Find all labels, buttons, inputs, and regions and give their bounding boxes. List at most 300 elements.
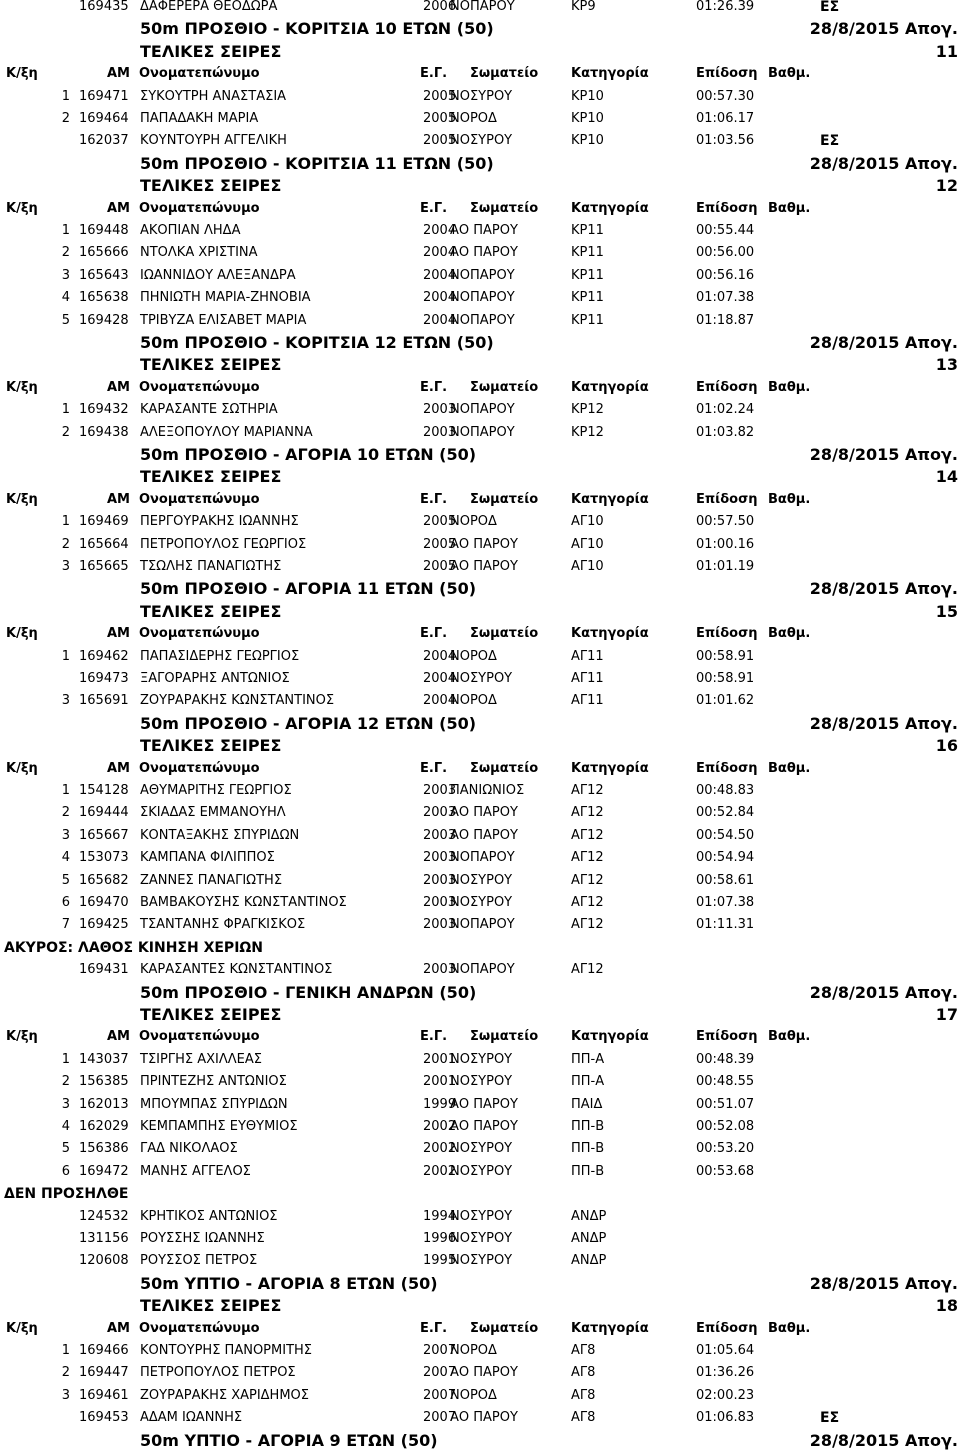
am-cell: 169428 xyxy=(79,312,129,328)
event-number: 16 xyxy=(935,736,958,756)
name-cell: ΚΡΗΤΙΚΟΣ ΑΝΤΩΝΙΟΣ xyxy=(140,1208,278,1224)
rank-cell: 6 xyxy=(61,895,70,910)
name-cell: ΚΟΝΤΑΞΑΚΗΣ ΣΠΥΡΙΔΩΝ xyxy=(140,827,300,843)
result-row xyxy=(0,870,960,892)
name-cell: ΚΟΥΝΤΟΥΡΗ ΑΓΓΕΛΙΚΗ xyxy=(140,133,287,149)
time-cell: 00:54.94 xyxy=(696,850,755,866)
year-cell: 2004 xyxy=(423,245,457,261)
category-cell: ΚΡ10 xyxy=(571,111,604,126)
club-cell: ΠΑΝΙΩΝΙΟΣ xyxy=(450,783,525,798)
header-rank: Κ/ξη xyxy=(6,379,38,395)
event-title-line xyxy=(0,601,960,623)
am-cell: 169448 xyxy=(79,223,129,238)
header-category: Κατηγορία xyxy=(571,1029,649,1045)
header-club: Σωματείο xyxy=(470,626,539,642)
header-category: Κατηγορία xyxy=(571,66,649,82)
header-rank: Κ/ξη xyxy=(6,626,38,642)
am-cell: 143037 xyxy=(79,1051,129,1067)
event-number: 18 xyxy=(935,1296,958,1316)
column-header-row xyxy=(0,758,960,780)
year-cell: 2003 xyxy=(423,402,457,418)
am-cell: 165667 xyxy=(79,827,129,843)
result-row xyxy=(0,914,960,936)
year-cell: 2004 xyxy=(423,671,457,686)
time-cell: 00:54.50 xyxy=(696,827,755,843)
name-cell: ΠΕΡΓΟΥΡΑΚΗΣ ΙΩΑΝΝΗΣ xyxy=(140,514,299,530)
name-cell: ΞΑΓΟΡΑΡΗΣ ΑΝΤΩΝΙΟΣ xyxy=(140,671,290,686)
year-cell: 2003 xyxy=(423,827,457,843)
rank-cell: 5 xyxy=(61,312,70,328)
series-label: ΤΕΛΙΚΕΣ ΣΕΙΡΕΣ xyxy=(140,1005,282,1024)
event-title-line xyxy=(0,332,960,354)
rank-cell: 1 xyxy=(61,402,70,418)
rank-cell: 3 xyxy=(61,1387,70,1403)
event-date: 28/8/2015 Απογ. xyxy=(809,713,958,733)
am-cell: 162013 xyxy=(79,1096,129,1112)
club-cell: ΝΟΡΟΔ xyxy=(450,1387,497,1403)
time-cell: 00:56.00 xyxy=(696,245,755,261)
category-cell: ΠΑΙΔ xyxy=(571,1096,603,1112)
header-club: Σωματείο xyxy=(470,491,539,507)
name-cell: ΝΤΟΛΚΑ ΧΡΙΣΤΙΝΑ xyxy=(140,245,258,261)
category-cell: ΚΡ12 xyxy=(571,424,604,440)
header-category: Κατηγορία xyxy=(571,200,649,216)
category-cell: ΑΓ11 xyxy=(571,648,604,664)
event-title: 50m ΠΡΟΣΘΙΟ - ΑΓΟΡΙΑ 11 ΕΤΩΝ (50) xyxy=(140,579,477,599)
club-cell: ΑΟ ΠΑΡΟΥ xyxy=(450,827,518,843)
am-cell: 169461 xyxy=(79,1387,129,1403)
rank-cell: 2 xyxy=(61,111,70,126)
year-cell: 2003 xyxy=(423,917,457,933)
header-time: Επίδοση xyxy=(696,66,758,82)
time-cell: 00:57.50 xyxy=(696,514,755,530)
result-row xyxy=(0,511,960,533)
header-points: Βαθμ. xyxy=(768,626,811,642)
name-cell: ΚΑΡΑΣΑΝΤΕΣ ΚΩΝΣΤΑΝΤΙΝΟΣ xyxy=(140,962,333,978)
mark-cell: ΕΣ xyxy=(820,133,840,150)
event-number: 14 xyxy=(935,467,958,487)
status-note: ΑΚΥΡΟΣ: ΛΑΘΟΣ ΚΙΝΗΣΗ ΧΕΡΙΩΝ xyxy=(4,939,264,956)
result-row xyxy=(0,1250,960,1272)
name-cell: ΖΟΥΡΑΡΑΚΗΣ ΧΑΡΙΔΗΜΟΣ xyxy=(140,1387,309,1403)
result-row xyxy=(0,780,960,802)
rank-cell: 1 xyxy=(61,1343,70,1358)
event-title-line xyxy=(0,1004,960,1026)
series-label: ΤΕΛΙΚΕΣ ΣΕΙΡΕΣ xyxy=(140,736,282,756)
name-cell: ΖΑΝΝΕΣ ΠΑΝΑΓΙΩΤΗΣ xyxy=(140,872,283,888)
time-cell: 01:18.87 xyxy=(696,312,755,328)
am-cell: 169438 xyxy=(79,424,129,440)
name-cell: ΠΗΝΙΩΤΗ ΜΑΡΙΑ-ΖΗΝΟΒΙΑ xyxy=(140,290,311,306)
header-category: Κατηγορία xyxy=(571,626,649,642)
rank-cell: 2 xyxy=(61,1365,70,1381)
year-cell: 2003 xyxy=(423,850,457,866)
result-row xyxy=(0,108,960,130)
rank-cell: 7 xyxy=(61,917,70,933)
time-cell: 00:58.61 xyxy=(696,872,755,888)
time-cell: 00:53.20 xyxy=(696,1141,755,1157)
header-category: Κατηγορία xyxy=(571,491,649,507)
header-eg: Ε.Γ. xyxy=(420,379,448,395)
am-cell: 165638 xyxy=(79,290,129,306)
header-time: Επίδοση xyxy=(696,760,758,776)
result-row xyxy=(0,1161,960,1183)
rank-cell: 2 xyxy=(61,536,70,552)
year-cell: 2003 xyxy=(423,805,457,821)
time-cell: 00:53.68 xyxy=(696,1163,755,1179)
header-am: ΑΜ xyxy=(107,1320,130,1336)
am-cell: 124532 xyxy=(79,1208,129,1224)
result-row xyxy=(0,847,960,869)
header-time: Επίδοση xyxy=(696,379,758,395)
time-cell: 00:52.84 xyxy=(696,805,755,821)
club-cell: ΝΟΠΑΡΟΥ xyxy=(450,917,515,933)
event-number: 13 xyxy=(935,355,958,375)
header-rank: Κ/ξη xyxy=(6,491,38,507)
result-row xyxy=(0,690,960,712)
header-name: Ονοματεπώνυμο xyxy=(139,1029,260,1045)
rank-cell: 1 xyxy=(61,514,70,530)
event-title-line xyxy=(0,713,960,735)
time-cell: 01:01.19 xyxy=(696,559,755,574)
am-cell: 169432 xyxy=(79,402,129,418)
result-row xyxy=(0,892,960,914)
club-cell: ΝΟΣΥΡΟΥ xyxy=(450,895,513,910)
result-row xyxy=(0,1340,960,1362)
am-cell: 120608 xyxy=(79,1253,129,1269)
header-time: Επίδοση xyxy=(696,626,758,642)
club-cell: ΝΟΣΥΡΟΥ xyxy=(450,671,513,686)
year-cell: 2002 xyxy=(423,1141,457,1157)
time-cell: 01:02.24 xyxy=(696,402,755,418)
event-title-line xyxy=(0,578,960,600)
category-cell: ΚΡ10 xyxy=(571,88,604,104)
year-cell: 2002 xyxy=(423,1163,457,1179)
am-cell: 169447 xyxy=(79,1365,129,1381)
column-header-row xyxy=(0,1026,960,1048)
result-row xyxy=(0,1228,960,1250)
event-title-line xyxy=(0,1273,960,1295)
result-row xyxy=(0,534,960,556)
year-cell: 2005 xyxy=(423,514,457,530)
time-cell: 01:03.56 xyxy=(696,133,755,149)
time-cell: 01:11.31 xyxy=(696,917,755,933)
club-cell: ΝΟΣΥΡΟΥ xyxy=(450,1051,513,1067)
club-cell: ΑΟ ΠΑΡΟΥ xyxy=(450,559,518,574)
year-cell: 2005 xyxy=(423,88,457,104)
am-cell: 169453 xyxy=(79,1410,129,1426)
category-cell: ΚΡ11 xyxy=(571,312,604,328)
year-cell: 2003 xyxy=(423,895,457,910)
category-cell: ΑΝΔΡ xyxy=(571,1231,607,1246)
year-cell: 2001 xyxy=(423,1074,457,1090)
am-cell: 169444 xyxy=(79,805,129,821)
time-cell: 00:56.16 xyxy=(696,267,755,283)
result-row xyxy=(0,802,960,824)
am-cell: 169469 xyxy=(79,514,129,530)
header-club: Σωματείο xyxy=(470,1320,539,1336)
header-rank: Κ/ξη xyxy=(6,200,38,216)
header-name: Ονοματεπώνυμο xyxy=(139,66,260,82)
category-cell: ΑΓ12 xyxy=(571,872,604,888)
header-eg: Ε.Γ. xyxy=(420,626,448,642)
header-category: Κατηγορία xyxy=(571,1320,649,1336)
year-cell: 1996 xyxy=(423,1231,457,1246)
name-cell: ΡΟΥΣΣΗΣ ΙΩΑΝΝΗΣ xyxy=(140,1231,265,1246)
rank-cell: 4 xyxy=(61,1119,70,1134)
category-cell: ΚΡ11 xyxy=(571,290,604,306)
category-cell: ΑΓ12 xyxy=(571,783,604,798)
club-cell: ΑΟ ΠΑΡΟΥ xyxy=(450,223,518,238)
event-date: 28/8/2015 Απογ. xyxy=(809,153,958,173)
am-cell: 165643 xyxy=(79,267,129,283)
header-rank: Κ/ξη xyxy=(6,66,38,82)
header-points: Βαθμ. xyxy=(768,200,811,216)
rank-cell: 4 xyxy=(61,290,70,306)
club-cell: ΝΟΣΥΡΟΥ xyxy=(450,1208,513,1224)
result-row xyxy=(0,242,960,264)
am-cell: 169431 xyxy=(79,962,129,978)
time-cell: 00:58.91 xyxy=(696,648,755,664)
header-club: Σωματείο xyxy=(470,1029,539,1045)
club-cell: ΝΟΣΥΡΟΥ xyxy=(450,1141,513,1157)
mark-cell: ΕΣ xyxy=(820,1410,840,1427)
event-title: 50m ΠΡΟΣΘΙΟ - ΓΕΝΙΚΗ ΑΝΔΡΩΝ (50) xyxy=(140,982,477,1002)
header-name: Ονοματεπώνυμο xyxy=(139,491,260,507)
event-number: 15 xyxy=(935,601,958,621)
rank-cell: 1 xyxy=(61,1051,70,1067)
category-cell: ΑΓ12 xyxy=(571,827,604,843)
category-cell: ΑΓ10 xyxy=(571,559,604,574)
name-cell: ΤΣΙΡΓΗΣ ΑΧΙΛΛΕΑΣ xyxy=(140,1051,262,1067)
event-number: 12 xyxy=(935,176,958,196)
time-cell: 00:48.39 xyxy=(696,1051,755,1067)
club-cell: ΑΟ ΠΑΡΟΥ xyxy=(450,1096,518,1112)
result-row xyxy=(0,1362,960,1384)
year-cell: 2004 xyxy=(423,290,457,306)
category-cell: ΑΝΔΡ xyxy=(571,1253,607,1269)
event-title: 50m ΠΡΟΣΘΙΟ - ΚΟΡΙΤΣΙΑ 11 ΕΤΩΝ (50) xyxy=(140,153,494,173)
event-title-line xyxy=(0,175,960,197)
category-cell: ΑΓ12 xyxy=(571,805,604,821)
series-label: ΤΕΛΙΚΕΣ ΣΕΙΡΕΣ xyxy=(140,41,282,61)
result-row xyxy=(0,646,960,668)
event-title-line xyxy=(0,466,960,488)
name-cell: ΑΔΑΜ ΙΩΑΝΝΗΣ xyxy=(140,1410,243,1426)
club-cell: ΝΟΡΟΔ xyxy=(450,1343,497,1358)
year-cell: 2007 xyxy=(423,1410,457,1426)
name-cell: ΠΡΙΝΤΕΖΗΣ ΑΝΤΩΝΙΟΣ xyxy=(140,1074,287,1090)
result-row xyxy=(0,959,960,981)
header-points: Βαθμ. xyxy=(768,1320,811,1336)
club-cell: ΝΟΠΑΡΟΥ xyxy=(450,267,515,283)
header-time: Επίδοση xyxy=(696,200,758,216)
header-name: Ονοματεπώνυμο xyxy=(139,200,260,216)
header-category: Κατηγορία xyxy=(571,379,649,395)
header-eg: Ε.Γ. xyxy=(420,760,448,776)
club-cell: ΝΟΣΥΡΟΥ xyxy=(450,133,513,149)
result-row xyxy=(0,287,960,309)
event-title-line xyxy=(0,41,960,63)
time-cell: 01:06.17 xyxy=(696,111,755,126)
club-cell: ΑΟ ΠΑΡΟΥ xyxy=(450,1119,518,1134)
year-cell: 2006 xyxy=(423,0,457,14)
time-cell: 00:51.07 xyxy=(696,1096,755,1112)
name-cell: ΠΑΠΑΣΙΔΕΡΗΣ ΓΕΩΡΓΙΟΣ xyxy=(140,648,300,664)
time-cell: 00:55.44 xyxy=(696,223,755,238)
result-row xyxy=(0,1071,960,1093)
rank-cell: 2 xyxy=(61,245,70,261)
name-cell: ΑΘΥΜΑΡΙΤΗΣ ΓΕΩΡΓΙΟΣ xyxy=(140,783,292,798)
name-cell: ΓΑΔ ΝΙΚΟΛΑΟΣ xyxy=(140,1141,238,1157)
header-am: ΑΜ xyxy=(107,1029,130,1045)
header-club: Σωματείο xyxy=(470,379,539,395)
am-cell: 165665 xyxy=(79,559,129,574)
header-am: ΑΜ xyxy=(107,626,130,642)
rank-cell: 3 xyxy=(61,267,70,283)
column-header-row xyxy=(0,1318,960,1340)
club-cell: ΝΟΠΑΡΟΥ xyxy=(450,424,515,440)
club-cell: ΝΟΣΥΡΟΥ xyxy=(450,88,513,104)
club-cell: ΝΟΣΥΡΟΥ xyxy=(450,1163,513,1179)
category-cell: ΠΠ-Α xyxy=(571,1051,605,1067)
time-cell: 00:48.83 xyxy=(696,783,755,798)
result-row xyxy=(0,556,960,578)
category-cell: ΑΓ11 xyxy=(571,693,604,709)
club-cell: ΝΟΣΥΡΟΥ xyxy=(450,1231,513,1246)
year-cell: 2004 xyxy=(423,648,457,664)
result-row xyxy=(0,265,960,287)
name-cell: ΠΑΠΑΔΑΚΗ ΜΑΡΙΑ xyxy=(140,111,259,126)
club-cell: ΑΟ ΠΑΡΟΥ xyxy=(450,805,518,821)
result-row xyxy=(0,130,960,152)
result-row xyxy=(0,1094,960,1116)
name-cell: ΑΛΕΞΟΠΟΥΛΟΥ ΜΑΡΙΑΝΝΑ xyxy=(140,424,313,440)
am-cell: 169472 xyxy=(79,1163,129,1179)
year-cell: 2004 xyxy=(423,312,457,328)
series-label: ΤΕΛΙΚΕΣ ΣΕΙΡΕΣ xyxy=(140,355,282,375)
header-name: Ονοματεπώνυμο xyxy=(139,1320,260,1336)
header-am: ΑΜ xyxy=(107,760,130,776)
year-cell: 2007 xyxy=(423,1365,457,1381)
year-cell: 1995 xyxy=(423,1253,457,1269)
year-cell: 2007 xyxy=(423,1343,457,1358)
name-cell: ΚΟΝΤΟΥΡΗΣ ΠΑΝΟΡΜΙΤΗΣ xyxy=(140,1343,313,1358)
category-cell: ΚΡ9 xyxy=(571,0,596,14)
header-points: Βαθμ. xyxy=(768,66,811,82)
column-header-row xyxy=(0,377,960,399)
rank-cell: 2 xyxy=(61,424,70,440)
event-title-line xyxy=(0,153,960,175)
event-title-line xyxy=(0,735,960,757)
category-cell: ΠΠ-Β xyxy=(571,1119,605,1134)
year-cell: 2007 xyxy=(423,1387,457,1403)
time-cell: 00:57.30 xyxy=(696,88,755,104)
category-cell: ΑΓ8 xyxy=(571,1365,596,1381)
category-cell: ΠΠ-Α xyxy=(571,1074,605,1090)
category-cell: ΑΓ12 xyxy=(571,917,604,933)
header-points: Βαθμ. xyxy=(768,491,811,507)
am-cell: 154128 xyxy=(79,783,129,798)
rank-cell: 3 xyxy=(61,559,70,574)
am-cell: 165691 xyxy=(79,693,129,709)
event-title: 50m ΠΡΟΣΘΙΟ - ΑΓΟΡΙΑ 12 ΕΤΩΝ (50) xyxy=(140,713,477,733)
header-am: ΑΜ xyxy=(107,66,130,82)
time-cell: 01:00.16 xyxy=(696,536,755,552)
header-time: Επίδοση xyxy=(696,1320,758,1336)
name-cell: ΚΕΜΠΑΜΠΗΣ ΕΥΘΥΜΙΟΣ xyxy=(140,1119,298,1134)
category-cell: ΑΓ10 xyxy=(571,514,604,530)
rank-cell: 1 xyxy=(61,88,70,104)
am-cell: 169471 xyxy=(79,88,129,104)
event-date: 28/8/2015 Απογ. xyxy=(809,1430,958,1450)
time-cell: 01:36.26 xyxy=(696,1365,755,1381)
club-cell: ΝΟΠΑΡΟΥ xyxy=(450,962,515,978)
name-cell: ΔΑΦΕΡΕΡΑ ΘΕΟΔΩΡΑ xyxy=(140,0,278,14)
club-cell: ΝΟΣΥΡΟΥ xyxy=(450,1253,513,1269)
header-am: ΑΜ xyxy=(107,379,130,395)
series-label: ΤΕΛΙΚΕΣ ΣΕΙΡΕΣ xyxy=(140,176,282,196)
event-date: 28/8/2015 Απογ. xyxy=(809,982,958,1002)
event-date: 28/8/2015 Απογ. xyxy=(809,1273,958,1293)
header-category: Κατηγορία xyxy=(571,760,649,776)
rank-cell: 4 xyxy=(61,850,70,866)
am-cell: 162037 xyxy=(79,133,129,149)
event-number: 11 xyxy=(935,41,958,61)
year-cell: 2005 xyxy=(423,536,457,552)
header-rank: Κ/ξη xyxy=(6,1320,38,1336)
event-title-line xyxy=(0,354,960,376)
header-am: ΑΜ xyxy=(107,491,130,507)
year-cell: 2004 xyxy=(423,693,457,709)
am-cell: 169435 xyxy=(79,0,129,14)
header-name: Ονοματεπώνυμο xyxy=(139,379,260,395)
rank-cell: 1 xyxy=(61,648,70,664)
name-cell: ΜΠΟΥΜΠΑΣ ΣΠΥΡΙΔΩΝ xyxy=(140,1096,288,1112)
name-cell: ΣΚΙΑΔΑΣ ΕΜΜΑΝΟΥΗΛ xyxy=(140,805,286,821)
column-header-row xyxy=(0,198,960,220)
am-cell: 165664 xyxy=(79,536,129,552)
club-cell: ΑΟ ΠΑΡΟΥ xyxy=(450,1410,518,1426)
event-number: 17 xyxy=(935,1005,958,1024)
event-date: 28/8/2015 Απογ. xyxy=(809,579,958,599)
year-cell: 2004 xyxy=(423,223,457,238)
time-cell: 01:01.62 xyxy=(696,693,755,709)
header-name: Ονοματεπώνυμο xyxy=(139,760,260,776)
category-cell: ΑΓ8 xyxy=(571,1387,596,1403)
am-cell: 165682 xyxy=(79,872,129,888)
name-cell: ΚΑΜΠΑΝΑ ΦΙΛΙΠΠΟΣ xyxy=(140,850,275,866)
time-cell: 01:07.38 xyxy=(696,290,755,306)
header-eg: Ε.Γ. xyxy=(420,200,448,216)
club-cell: ΝΟΡΟΔ xyxy=(450,648,497,664)
header-rank: Κ/ξη xyxy=(6,760,38,776)
header-am: ΑΜ xyxy=(107,200,130,216)
club-cell: ΝΟΣΥΡΟΥ xyxy=(450,1074,513,1090)
category-cell: ΑΓ12 xyxy=(571,962,604,978)
result-row xyxy=(0,1206,960,1228)
year-cell: 2005 xyxy=(423,111,457,126)
event-title-line xyxy=(0,1430,960,1452)
club-cell: ΑΟ ΠΑΡΟΥ xyxy=(450,1365,518,1381)
am-cell: 162029 xyxy=(79,1119,129,1134)
category-cell: ΑΓ12 xyxy=(571,895,604,910)
header-eg: Ε.Γ. xyxy=(420,1029,448,1045)
club-cell: ΝΟΠΑΡΟΥ xyxy=(450,290,515,306)
club-cell: ΝΟΡΟΔ xyxy=(450,693,497,709)
category-cell: ΑΓ8 xyxy=(571,1343,596,1358)
club-cell: ΝΟΠΑΡΟΥ xyxy=(450,402,515,418)
